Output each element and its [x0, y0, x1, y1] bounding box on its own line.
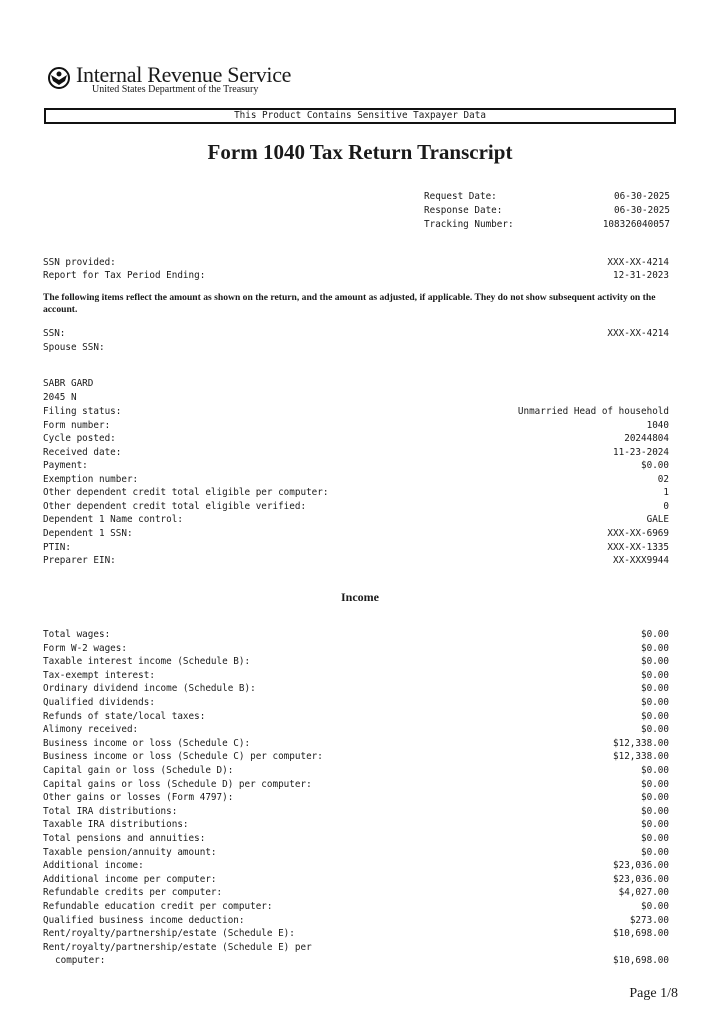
org-name: Internal Revenue Service — [76, 62, 292, 87]
income-label: Taxable IRA distributions: — [43, 819, 189, 831]
detail-value: XXX-XX-1335 — [607, 541, 669, 553]
income-row — [43, 642, 669, 655]
taxpayer-name: SABR GARD — [43, 378, 94, 389]
income-label: Total pensions and annuities: — [43, 833, 206, 844]
income-row — [43, 696, 669, 709]
detail-label: Other dependent credit total eligible per computer: — [43, 487, 329, 498]
detail-row — [43, 527, 669, 540]
income-value: $0.00 — [641, 792, 669, 804]
income-label: Additional income per computer: — [43, 873, 217, 885]
detail-value: $0.00 — [641, 460, 669, 471]
ssn-provided-row — [43, 256, 669, 269]
taxpayer-address: 2045 N — [43, 392, 77, 403]
detail-row — [43, 554, 669, 567]
detail-value: 0 — [663, 500, 669, 512]
income-row — [43, 805, 669, 818]
income-value: $12,338.00 — [613, 737, 669, 749]
income-value: $12,338.00 — [613, 751, 669, 763]
response-date-value: 06-30-2025 — [614, 205, 670, 216]
income-label: Additional income: — [43, 860, 144, 872]
detail-value: GALE — [646, 514, 669, 525]
ssn-label: SSN: — [43, 328, 66, 339]
detail-row — [43, 446, 669, 459]
income-value: $273.00 — [629, 914, 669, 926]
detail-row — [43, 486, 669, 499]
income-row — [43, 859, 669, 872]
income-value: $23,036.00 — [613, 860, 669, 872]
income-label: Refundable education credit per computer: — [43, 901, 273, 912]
ssn-value: XXX-XX-4214 — [607, 328, 669, 339]
income-row — [43, 682, 669, 695]
detail-value: 1 — [663, 487, 669, 498]
income-value: $0.00 — [641, 819, 669, 831]
ssn-provided-value: XXX-XX-4214 — [607, 257, 669, 268]
income-value: $0.00 — [641, 656, 669, 668]
notice-text: The following items reflect the amount as shown on the return, and the amount as adjusted, if applicable. They do not show subsequent activity on the account. — [43, 292, 656, 315]
income-value: $0.00 — [641, 901, 669, 912]
detail-label: Cycle posted: — [43, 433, 116, 444]
taxpayer-name-row — [43, 377, 669, 390]
detail-value: 02 — [657, 473, 669, 485]
ssn-provided-label: SSN provided: — [43, 257, 116, 268]
income-label: Total wages: — [43, 629, 111, 640]
request-date-value: 06-30-2025 — [614, 191, 670, 202]
income-value: $0.00 — [641, 805, 669, 817]
income-label: Form W-2 wages: — [43, 642, 127, 654]
income-row — [43, 764, 669, 777]
detail-label: Form number: — [43, 419, 111, 431]
detail-value: Unmarried Head of household — [517, 406, 669, 417]
income-label: Rent/royalty/partnership/estate (Schedule E): — [43, 928, 295, 940]
detail-row — [43, 419, 669, 432]
income-label: Refunds of state/local taxes: — [43, 710, 206, 722]
income-row — [43, 791, 669, 804]
detail-row — [43, 473, 669, 486]
income-row — [43, 832, 669, 845]
income-value: $0.00 — [641, 683, 669, 695]
spouse-ssn-row — [43, 341, 669, 354]
income-row-wrapped-cont — [43, 954, 669, 967]
spouse-ssn-label: Spouse SSN: — [43, 342, 105, 353]
income-label: Refundable credits per computer: — [43, 887, 223, 899]
detail-label: Other dependent credit total eligible verified: — [43, 500, 307, 512]
income-row — [43, 873, 669, 886]
detail-label: Preparer EIN: — [43, 555, 116, 566]
income-label: Taxable interest income (Schedule B): — [43, 656, 251, 668]
sensitive-data-banner: This Product Contains Sensitive Taxpayer Data — [44, 108, 676, 124]
detail-label: Exemption number: — [43, 473, 139, 485]
detail-value: XXX-XX-6969 — [607, 528, 669, 539]
income-value: $0.00 — [641, 710, 669, 722]
income-value: $0.00 — [641, 778, 669, 790]
income-label: Rent/royalty/partnership/estate (Schedule E) per — [43, 941, 312, 953]
income-row — [43, 900, 669, 913]
income-label: Ordinary dividend income (Schedule B): — [43, 683, 256, 695]
org-subtitle: United States Department of the Treasury — [92, 84, 259, 95]
income-label: Other gains or losses (Form 4797): — [43, 792, 234, 804]
tracking-number-value: 108326040057 — [602, 219, 670, 230]
detail-row — [43, 405, 669, 418]
detail-label: PTIN: — [43, 541, 71, 553]
income-row-wrapped — [43, 941, 669, 954]
income-row — [43, 669, 669, 682]
detail-row — [43, 541, 669, 554]
income-label-cont: computer: — [55, 955, 106, 967]
income-row — [43, 818, 669, 831]
income-label: Qualified business income deduction: — [43, 914, 245, 926]
detail-row — [43, 513, 669, 526]
income-row — [43, 750, 669, 763]
income-value: $10,698.00 — [613, 928, 669, 940]
tracking-number-label: Tracking Number: — [424, 219, 514, 230]
income-row — [43, 914, 669, 927]
income-row — [43, 710, 669, 723]
detail-label: Dependent 1 SSN: — [43, 528, 133, 539]
detail-row — [43, 459, 669, 472]
detail-label: Dependent 1 Name control: — [43, 514, 183, 525]
response-date-row — [424, 204, 670, 218]
ssn-row — [43, 327, 669, 340]
income-value: $0.00 — [641, 724, 669, 736]
income-label: Business income or loss (Schedule C): — [43, 737, 251, 749]
tax-period-value: 12-31-2023 — [613, 270, 669, 281]
income-label: Qualified dividends: — [43, 697, 155, 708]
income-label: Total IRA distributions: — [43, 805, 178, 817]
tracking-number-row — [424, 218, 670, 232]
income-value: $0.00 — [641, 846, 669, 858]
income-value: $4,027.00 — [618, 887, 669, 899]
detail-value: XX-XXX9944 — [613, 555, 669, 566]
income-value: $0.00 — [641, 669, 669, 681]
detail-label: Received date: — [43, 446, 122, 458]
detail-label: Payment: — [43, 460, 88, 471]
detail-row — [43, 500, 669, 513]
irs-eagle-icon — [46, 66, 72, 90]
income-row — [43, 886, 669, 899]
detail-value: 20244804 — [624, 433, 669, 444]
response-date-label: Response Date: — [424, 205, 503, 216]
income-value: $0.00 — [641, 833, 669, 844]
income-value: $0.00 — [641, 765, 669, 776]
income-value: $0.00 — [641, 642, 669, 654]
tax-period-row — [43, 269, 669, 282]
taxpayer-address-row — [43, 391, 669, 404]
request-date-label: Request Date: — [424, 191, 497, 202]
detail-row — [43, 432, 669, 445]
page-title: Form 1040 Tax Return Transcript — [207, 140, 513, 164]
page-number: Page 1/8 — [629, 986, 678, 1001]
income-row — [43, 778, 669, 791]
detail-value: 11-23-2024 — [613, 446, 669, 458]
income-label: Alimony received: — [43, 724, 139, 736]
irs-logo — [46, 64, 306, 98]
detail-value: 1040 — [646, 419, 669, 431]
income-value: $0.00 — [641, 697, 669, 708]
income-heading: Income — [341, 590, 379, 604]
income-row — [43, 628, 669, 641]
income-label: Business income or loss (Schedule C) per computer: — [43, 751, 323, 763]
income-label: Tax-exempt interest: — [43, 669, 155, 681]
income-label: Capital gains or loss (Schedule D) per computer: — [43, 778, 312, 790]
income-label: Capital gain or loss (Schedule D): — [43, 765, 234, 776]
income-row — [43, 737, 669, 750]
detail-label: Filing status: — [43, 406, 122, 417]
request-date-row — [424, 190, 670, 204]
income-row — [43, 723, 669, 736]
income-row — [43, 655, 669, 668]
income-value: $10,698.00 — [613, 955, 669, 967]
tax-period-label: Report for Tax Period Ending: — [43, 270, 206, 281]
income-row — [43, 846, 669, 859]
income-value: $23,036.00 — [613, 873, 669, 885]
income-value: $0.00 — [641, 629, 669, 640]
income-row — [43, 927, 669, 940]
income-label: Taxable pension/annuity amount: — [43, 846, 217, 858]
